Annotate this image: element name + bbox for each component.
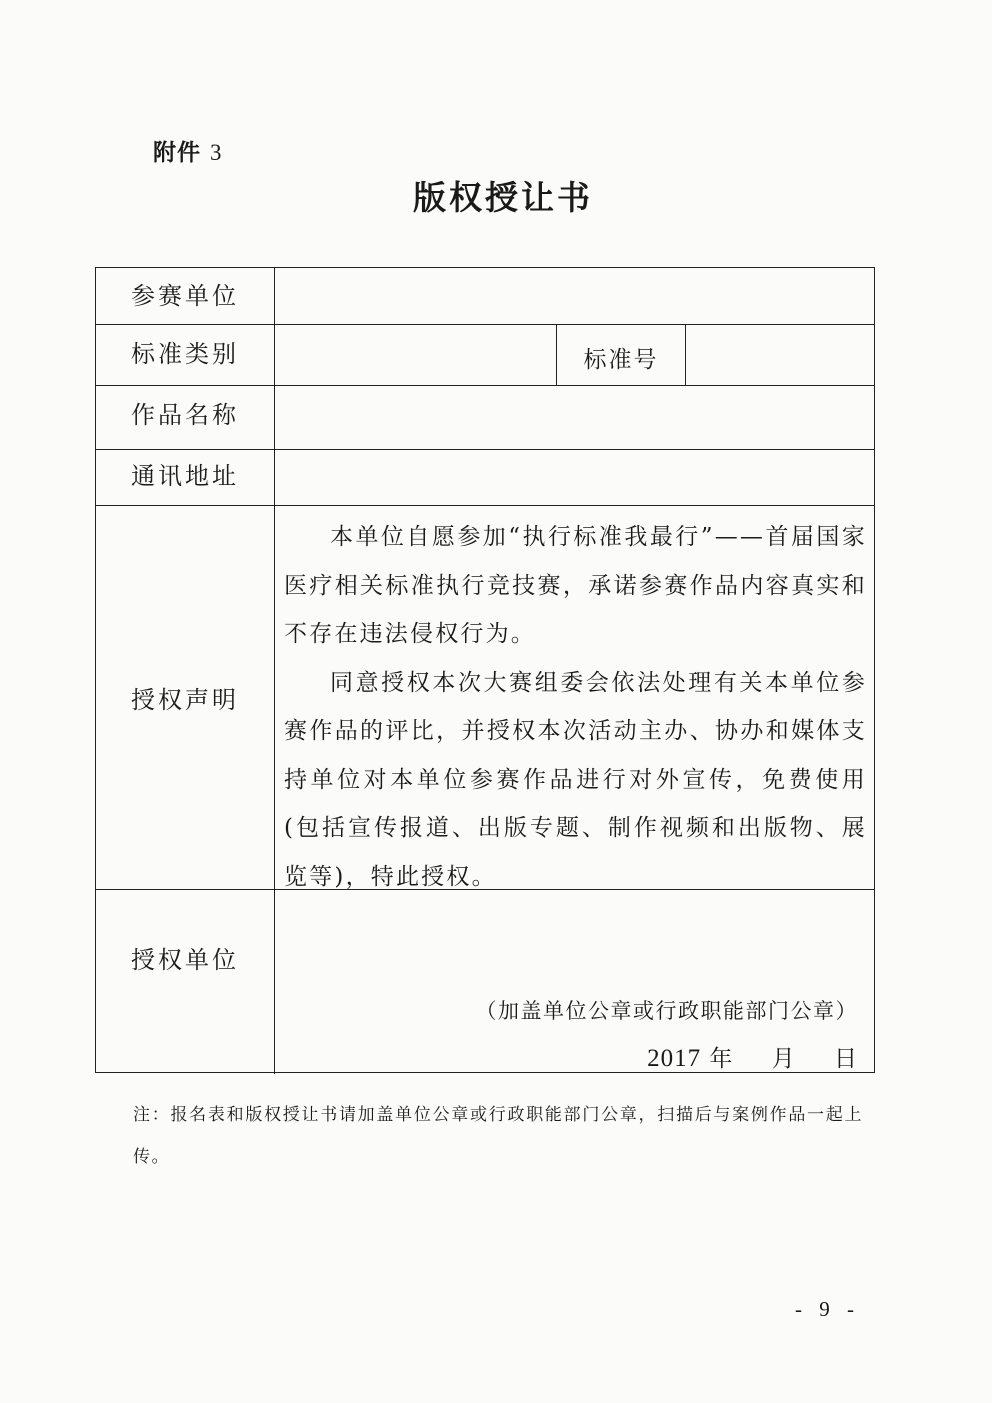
date-month-unit: 月 (771, 1046, 796, 1072)
standard-category-label: 标准类别 (131, 340, 239, 368)
date-year-unit: 年 (709, 1046, 734, 1072)
statement-paragraph-2: 同意授权本次大赛组委会依法处理有关本单位参赛作品的评比，并授权本次活动主办、协办和媒体支持单位对本单位参赛作品进行对外宣传，免费使用(包括宣传报道、出版专题、制作视频和出版物、展览等)，特此授权。 (284, 669, 867, 890)
entrant-field[interactable] (276, 268, 874, 324)
column-divider (685, 324, 686, 385)
annex-label-text: 附件 (153, 140, 201, 166)
work-name-field[interactable] (276, 386, 874, 449)
annex-label (153, 134, 223, 167)
authorizer-label: 授权单位 (131, 946, 239, 974)
standard-category-field[interactable] (276, 325, 555, 385)
address-field[interactable] (276, 450, 874, 505)
statement-paragraph-1: 本单位自愿参加“执行标准我最行”——首届国家医疗相关标准执行竞技赛，承诺参赛作品内容真实和不存在违法侵权行为。 (284, 524, 867, 647)
statement-text (284, 513, 867, 901)
seal-note: （加盖单位公章或行政职能部门公章） (475, 999, 858, 1023)
authorization-form (95, 267, 875, 1073)
statement-label: 授权声明 (131, 686, 239, 714)
entrant-label: 参赛单位 (131, 282, 239, 310)
standard-number-field[interactable] (687, 325, 874, 385)
address-label: 通讯地址 (131, 462, 239, 490)
page-number: - 9 - (795, 1297, 860, 1321)
work-name-label: 作品名称 (131, 401, 239, 429)
footnote: 注：报名表和版权授让书请加盖单位公章或行政职能部门公章，扫描后与案例作品一起上传。 (133, 1105, 863, 1167)
row-divider (96, 505, 874, 506)
column-divider (274, 268, 275, 1074)
date-day-unit: 日 (834, 1046, 858, 1072)
date-line (647, 1040, 858, 1073)
document-title: 版权授让书 (413, 178, 593, 217)
annex-number: 3 (210, 140, 223, 165)
standard-number-label: 标准号 (583, 347, 659, 373)
date-year: 2017 (647, 1045, 702, 1072)
